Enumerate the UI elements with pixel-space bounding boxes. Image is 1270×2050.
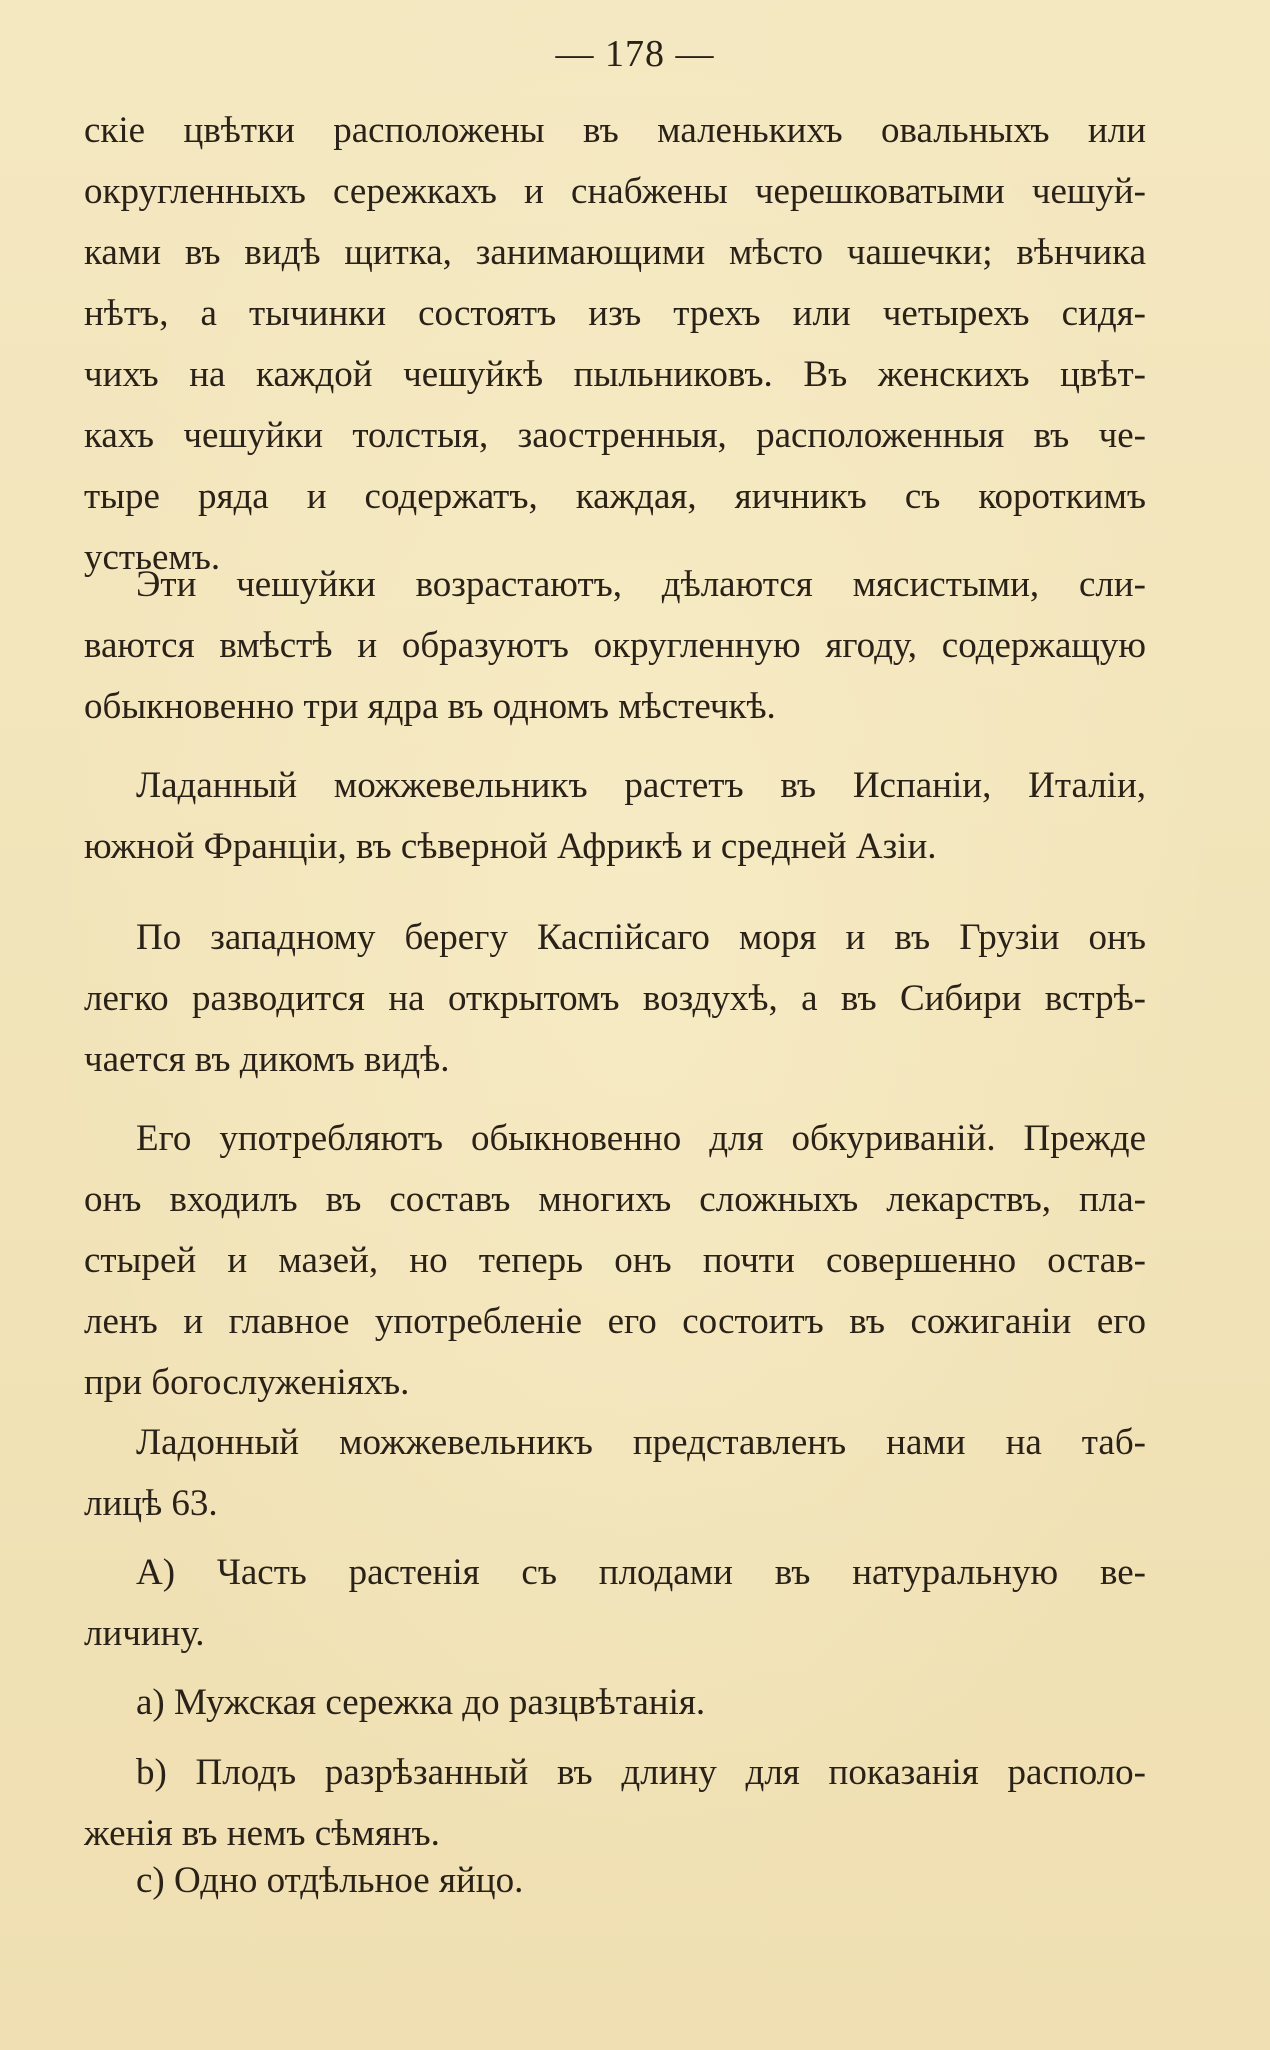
text-line: Ладонный можжевельникъ представленъ нами на таб- xyxy=(136,1422,1146,1463)
figure-caption-c xyxy=(84,1850,1146,1911)
text-line: Эти чешуйки возрастаютъ, дѣлаются мясистыми, сли- xyxy=(136,564,1146,605)
figure-caption-b xyxy=(84,1742,1146,1864)
text-line: округленныхъ сережкахъ и снабжены черешковатыми чешуй- xyxy=(84,171,1146,212)
figure-caption-A xyxy=(84,1542,1146,1664)
paragraph-flower-description xyxy=(84,100,1146,588)
text-line: легко разводится на открытомъ воздухѣ, а въ Сибири встрѣ- xyxy=(84,978,1146,1019)
text-line: b) Плодъ разрѣзанный въ длину для показанія располо- xyxy=(136,1752,1146,1793)
figure-caption-a xyxy=(84,1672,1146,1733)
text-line: Его употребляютъ обыкновенно для обкуриваній. Прежде xyxy=(136,1118,1146,1159)
text-line: стырей и мазей, но теперь онъ почти совершенно остав- xyxy=(84,1240,1146,1281)
text-line: чается въ дикомъ видѣ. xyxy=(84,1039,450,1080)
paragraph-distribution xyxy=(84,755,1146,877)
text-line: устьемъ. xyxy=(84,537,221,578)
paragraph-usage xyxy=(84,1108,1146,1413)
paragraph-berry-formation xyxy=(84,554,1146,737)
text-line: нѣтъ, а тычинки состоятъ изъ трехъ или четырехъ сидя- xyxy=(84,293,1146,334)
text-line: скіе цвѣтки расположены въ маленькихъ овальныхъ или xyxy=(84,110,1146,151)
text-line: чихъ на каждой чешуйкѣ пыльниковъ. Въ женскихъ цвѣт- xyxy=(84,354,1146,395)
text-line: при богослуженіяхъ. xyxy=(84,1362,410,1403)
paragraph-plate-reference xyxy=(84,1412,1146,1534)
text-line: женія въ немъ сѣмянъ. xyxy=(84,1813,440,1854)
text-line: A) Часть растенія съ плодами въ натуральную ве- xyxy=(136,1552,1146,1593)
text-line: c) Одно отдѣльное яйцо. xyxy=(136,1860,524,1901)
text-line: тыре ряда и содержатъ, каждая, яичникъ съ короткимъ xyxy=(84,476,1146,517)
text-line: ленъ и главное употребленіе его состоитъ въ сожиганіи его xyxy=(84,1301,1146,1342)
text-line: По западному берегу Каспійсаго моря и въ Грузіи онъ xyxy=(136,917,1146,958)
paragraph-caspian-region xyxy=(84,907,1146,1090)
text-line: южной Франціи, въ сѣверной Африкѣ и средней Азіи. xyxy=(84,826,937,867)
text-line: ками въ видѣ щитка, занимающими мѣсто чашечки; вѣнчика xyxy=(84,232,1146,273)
text-line: лицѣ 63. xyxy=(84,1483,218,1524)
page-number: — 178 — xyxy=(555,33,715,75)
text-line: ваются вмѣстѣ и образуютъ округленную ягоду, содержащую xyxy=(84,625,1146,666)
text-line: кахъ чешуйки толстыя, заостренныя, расположенныя въ че- xyxy=(84,415,1146,456)
text-line: обыкновенно три ядра въ одномъ мѣстечкѣ. xyxy=(84,686,776,727)
text-line: онъ входилъ въ составъ многихъ сложныхъ лекарствъ, пла- xyxy=(84,1179,1146,1220)
text-line: Ладанный можжевельникъ растетъ въ Испаніи, Италіи, xyxy=(136,765,1146,806)
text-line: a) Мужская сережка до разцвѣтанія. xyxy=(136,1682,706,1723)
text-line: личину. xyxy=(84,1613,205,1654)
